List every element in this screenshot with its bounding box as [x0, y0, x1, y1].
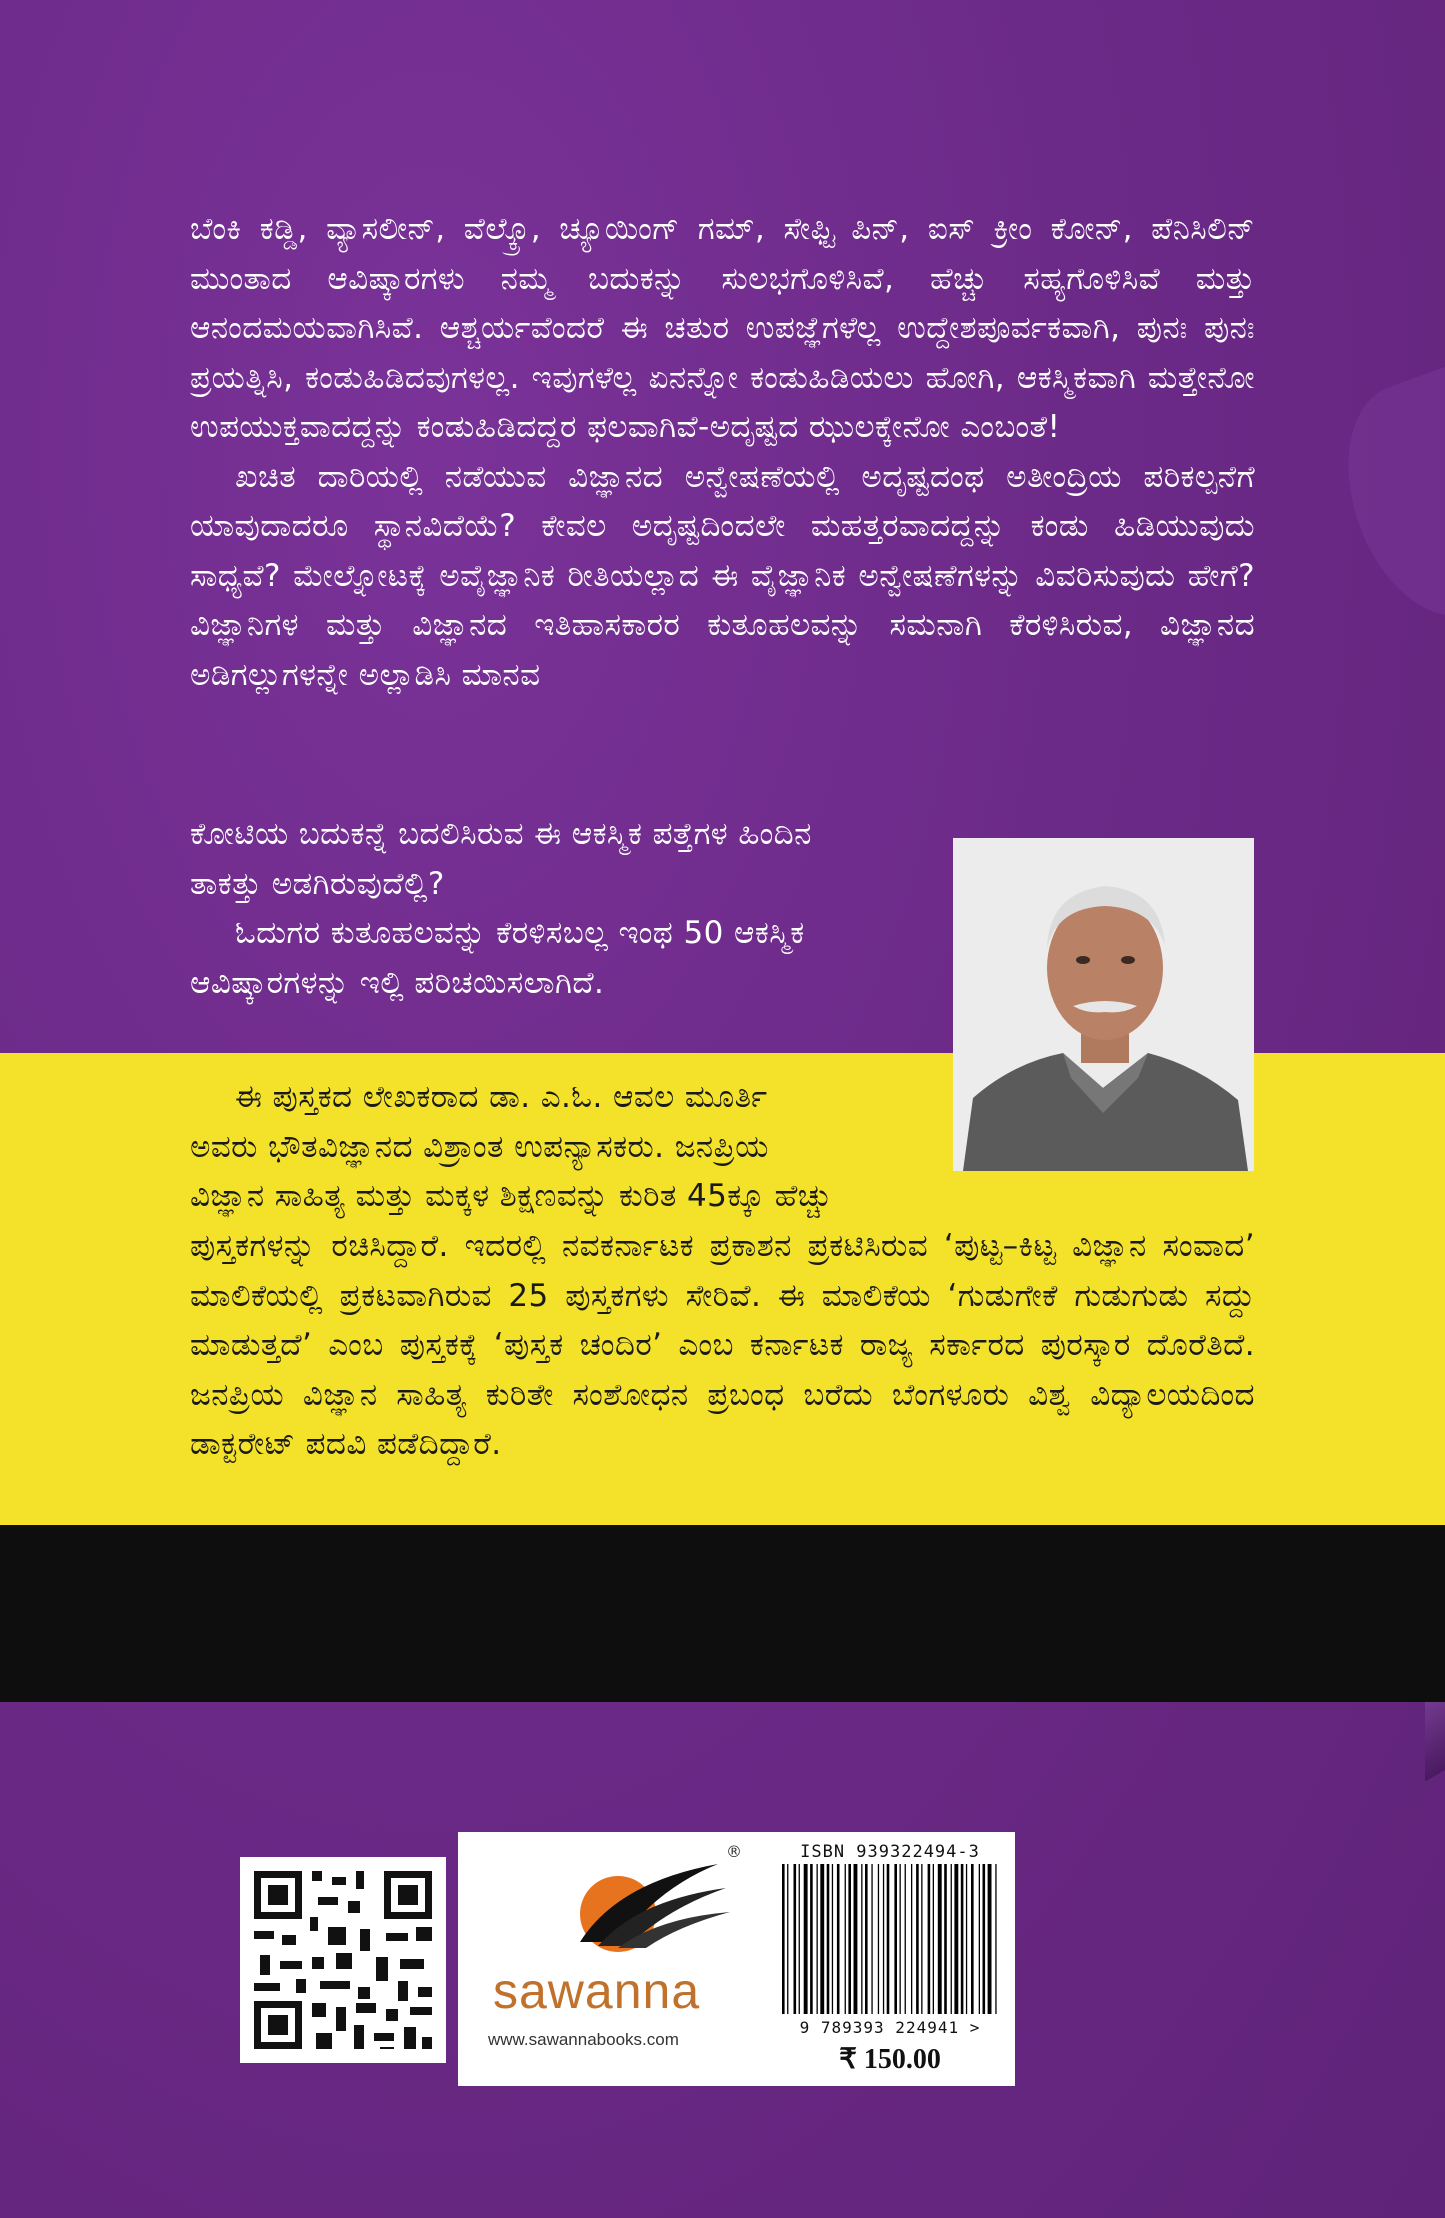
- barcode-image: [770, 1864, 1010, 2024]
- qr-code: [240, 1857, 446, 2063]
- registered-mark: ®: [726, 1842, 742, 1861]
- blurb-paragraph-1: ಬೆಂಕಿ ಕಡ್ಡಿ, ವ್ಯಾಸಲೀನ್, ವೆಲ್ಕ್ರೊ, ಚ್ಯೂಯಿಂಗ್ ಗಮ್, ಸೇಫ್ಟಿ ಪಿನ್, ಐಸ್ ಕ್ರೀಂ ಕೋನ್, ಪೆನಿಸಿಲಿನ್ ಮುಂತಾದ ಆವಿಷ್ಕಾರಗಳು ನಮ್ಮ ಬದುಕನ್ನು ಸುಲಭಗೊಳಿಸಿವೆ, ಹೆಚ್ಚು ಸಹ್ಯಗೊಳಿಸಿವೆ ಮತ್ತು ಆನಂದಮಯವಾಗಿಸಿವೆ. ಆಶ್ಚರ್ಯವೆಂದರೆ ಈ ಚತುರ ಉಪಜ್ಞೆಗಳೆಲ್ಲ ಉದ್ದೇಶಪೂರ್ವಕವಾಗಿ, ಪುನಃ ಪುನಃ ಪ್ರಯತ್ನಿಸಿ, ಕಂಡುಹಿಡಿದವುಗಳಲ್ಲ. ಇವುಗಳೆಲ್ಲ ಏನನ್ನೋ ಕಂಡುಹಿಡಿಯಲು ಹೋಗಿ, ಆಕಸ್ಮಿಕವಾಗಿ ಮತ್ತೇನೋ ಉಪಯುಕ್ತವಾದದ್ದನ್ನು ಕಂಡುಹಿಡಿದದ್ದರ ಫಲವಾಗಿವೆ-ಅದೃಷ್ಟದ ಝುಲಕ್ಕೇನೋ ಎಂಬಂತೆ!: [190, 211, 1255, 445]
- publisher-name: sawanna: [493, 1963, 701, 2019]
- price-label: ₹ 150.00: [839, 2044, 941, 2075]
- qr-code-image: [240, 1857, 446, 2063]
- blurb-paragraph-2-tail-b: ತಾಕತ್ತು ಅಡಗಿರುವುದೆಲ್ಲಿ?: [190, 865, 445, 902]
- book-blurb: [190, 205, 1255, 700]
- publisher-logo: [468, 1842, 742, 2072]
- author-photo: [953, 838, 1254, 1171]
- ean-digits: 9 789393 224941 >: [799, 2018, 981, 2037]
- blurb-paragraph-3-a: ಓದುಗರ ಕುತೂಹಲವನ್ನು ಕೆರಳಿಸಬಲ್ಲ ಇಂಥ 50 ಆಕಸ್ಮಿಕ: [235, 915, 805, 951]
- bio-rest: ಪುಸ್ತಕಗಳನ್ನು ರಚಿಸಿದ್ದಾರೆ. ಇದರಲ್ಲಿ ನವಕರ್ನಾಟಕ ಪ್ರಕಾಶನ ಪ್ರಕಟಿಸಿರುವ ‘ಪುಟ್ಟ–ಕಿಟ್ಟ ವಿಜ್ಞಾನ ಸಂವಾದ’ ಮಾಲಿಕೆಯಲ್ಲಿ ಪ್ರಕಟವಾಗಿರುವ 25 ಪುಸ್ತಕಗಳು ಸೇರಿವೆ. ಈ ಮಾಲಿಕೆಯ ‘ಗುಡುಗೇಕೆ ಗುಡುಗುಡು ಸದ್ದು ಮಾಡುತ್ತದೆ’ ಎಂಬ ಪುಸ್ತಕಕ್ಕೆ ‘ಪುಸ್ತಕ ಚಂದಿರ’ ಎಂಬ ಕರ್ನಾಟಕ ರಾಜ್ಯ ಸರ್ಕಾರದ ಪುರಸ್ಕಾರ ದೊರೆತಿದೆ. ಜನಪ್ರಿಯ ವಿಜ್ಞಾನ ಸಾಹಿತ್ಯ ಕುರಿತೇ ಸಂಶೋಧನ ಪ್ರಬಂಧ ಬರೆದು ಬೆಂಗಳೂರು ವಿಶ್ವ ವಿದ್ಯಾಲಯದಿಂದ ಡಾಕ್ಟರೇಟ್ ಪದವಿ ಪಡೆದಿದ್ದಾರೆ.: [190, 1228, 1255, 1462]
- author-bio-top: [190, 1073, 920, 1222]
- publisher-box: [458, 1832, 1015, 2086]
- bio-line-1: ಈ ಪುಸ್ತಕದ ಲೇಖಕರಾದ ಡಾ. ಎ.ಓ. ಆವಲ ಮೂರ್ತಿ: [235, 1079, 768, 1115]
- sun-feather-icon: [468, 1842, 738, 1967]
- blurb-paragraph-2: ಖಚಿತ ದಾರಿಯಲ್ಲಿ ನಡೆಯುವ ವಿಜ್ಞಾನದ ಅನ್ವೇಷಣೆಯಲ್ಲಿ ಅದೃಷ್ಟದಂಥ ಅತೀಂದ್ರಿಯ ಪರಿಕಲ್ಪನೆಗೆ ಯಾವುದಾದರೂ ಸ್ಥಾನವಿದೆಯೆ? ಕೇವಲ ಅದೃಷ್ಟದಿಂದಲೇ ಮಹತ್ತರವಾದದ್ದನ್ನು ಕಂಡು ಹಿಡಿಯುವುದು ಸಾಧ್ಯವೆ? ಮೇಲ್ನೋಟಕ್ಕೆ ಅವೈಜ್ಞಾನಿಕ ರೀತಿಯಲ್ಲಾದ ಈ ವೈಜ್ಞಾನಿಕ ಅನ್ವೇಷಣೆಗಳನ್ನು ವಿವರಿಸುವುದು ಹೇಗೆ? ವಿಜ್ಞಾನಿಗಳ ಮತ್ತು ವಿಜ್ಞಾನದ ಇತಿಹಾಸಕಾರರ ಕುತೂಹಲವನ್ನು ಸಮನಾಗಿ ಕೆರಳಿಸಿರುವ, ವಿಜ್ಞಾನದ ಅಡಿಗಲ್ಲುಗಳನ್ನೇ ಅಲ್ಲಾಡಿಸಿ ಮಾನವ: [190, 458, 1255, 693]
- author-bio-rest: [190, 1222, 1255, 1470]
- blurb-paragraph-3-b: ಆವಿಷ್ಕಾರಗಳನ್ನು ಇಲ್ಲಿ ಪರಿಚಯಿಸಲಾಗಿದೆ.: [190, 964, 605, 1001]
- blurb-continued: [190, 810, 920, 1008]
- publisher-url: www.sawannabooks.com: [488, 2030, 679, 2049]
- author-portrait-image: [953, 838, 1254, 1171]
- blurb-paragraph-2-tail-a: ಕೋಟಿಯ ಬದುಕನ್ನೆ ಬದಲಿಸಿರುವ ಈ ಆಕಸ್ಮಿಕ ಪತ್ತೆಗಳ ಹಿಂದಿನ: [190, 816, 812, 852]
- black-band: [0, 1525, 1445, 1702]
- isbn-barcode: [770, 1842, 1010, 2075]
- bio-line-2: ಅವರು ಭೌತವಿಜ್ಞಾನದ ವಿಶ್ರಾಂತ ಉಪನ್ಯಾಸಕರು. ಜನಪ್ರಿಯ: [190, 1128, 769, 1165]
- isbn-label: ISBN 939322494-3: [800, 1842, 980, 1862]
- bio-line-3: ವಿಜ್ಞಾನ ಸಾಹಿತ್ಯ ಮತ್ತು ಮಕ್ಕಳ ಶಿಕ್ಷಣವನ್ನು ಕುರಿತ 45ಕ್ಕೂ ಹೆಚ್ಚು: [190, 1178, 833, 1214]
